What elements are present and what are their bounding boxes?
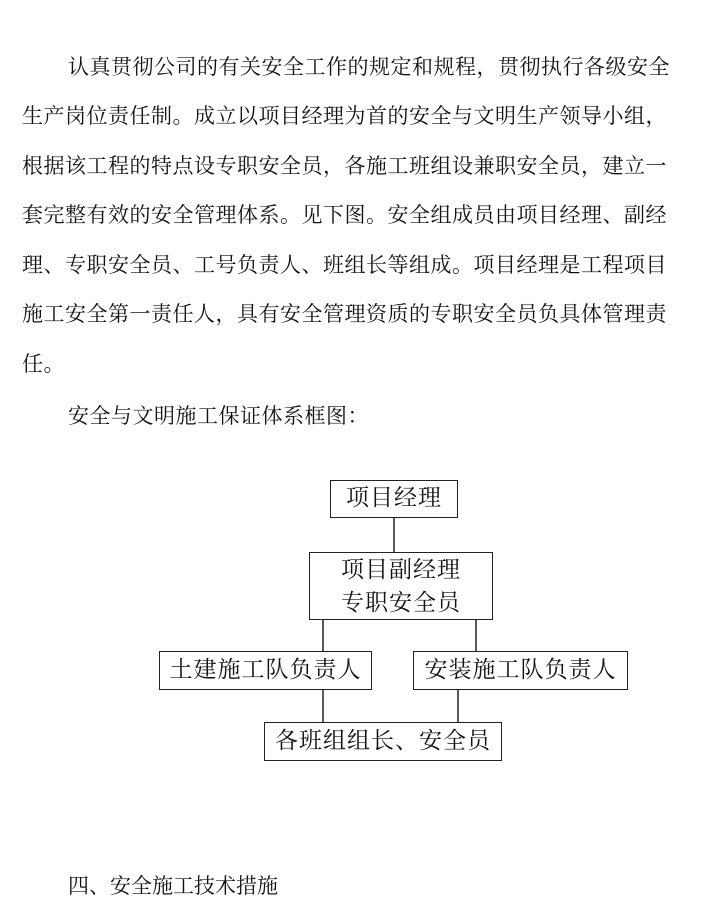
org-box-team-leaders-safety: 各班组组长、安全员 (264, 722, 502, 761)
paragraph-line-4: 套完整有效的安全管理体系。见下图。安全组成员由项目经理、副经 (22, 203, 667, 227)
paragraph-line-2: 生产岗位责任制。成立以项目经理为首的安全与文明生产领导小组， (22, 104, 667, 128)
org-box-installation-team-lead: 安装施工队负责人 (413, 651, 628, 690)
diagram-caption: 安全与文明施工保证体系框图： (68, 404, 369, 428)
paragraph-line-1: 认真贯彻公司的有关安全工作的规定和规程，贯彻执行各级安全 (68, 55, 670, 79)
org-box-civil-team-lead: 土建施工队负责人 (159, 651, 372, 690)
org-box-deputy-manager-label: 项目副经理 (341, 557, 461, 583)
next-section-heading-partial: 四、安全施工技术措施 (68, 874, 278, 898)
org-box-project-manager: 项目经理 (330, 480, 458, 518)
org-box-deputy-manager-safety (309, 552, 493, 620)
paragraph-line-5: 理、专职安全员、工号负责人、班组长等组成。项目经理是工程项目 (22, 253, 667, 277)
org-box-safety-officer-label: 专职安全员 (341, 590, 461, 616)
paragraph-line-7: 任。 (22, 352, 65, 376)
paragraph-line-6: 施工安全第一责任人，具有安全管理资质的专职安全员负具体管理责 (22, 302, 667, 326)
paragraph-line-3: 根据该工程的特点设专职安全员，各施工班组设兼职安全员，建立一 (22, 154, 667, 178)
